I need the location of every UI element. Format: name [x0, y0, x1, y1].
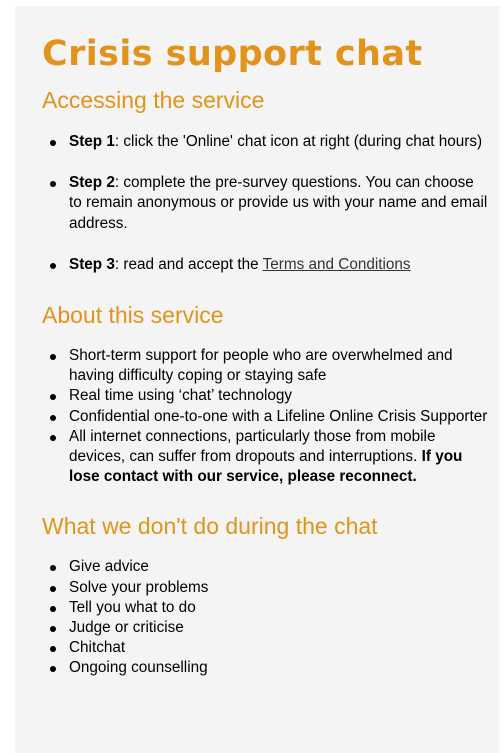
list-item: Ongoing counselling: [42, 658, 489, 678]
list-item: Give advice: [42, 557, 489, 577]
list-item: Real time using ‘chat’ technology: [42, 386, 489, 406]
content-panel: [15, 6, 499, 753]
list-item: Short-term support for people who are overwhelmed and having difficulty coping or staying safe: [42, 346, 489, 386]
about-list: [42, 346, 489, 487]
page-title: Crisis support chat: [42, 34, 423, 74]
list-item: [42, 255, 489, 275]
step-label: Step 2: [69, 174, 115, 192]
step-text: : complete the pre-survey questions. You can choose to remain anonymous or provide us with your name and email address.: [69, 174, 488, 232]
list-item: Tell you what to do: [42, 598, 489, 618]
list-item: Judge or criticise: [42, 618, 489, 638]
list-item: [42, 132, 489, 152]
section-heading-dont: What we don't do during the chat: [42, 513, 378, 540]
list-item: [42, 173, 489, 234]
steps-list: [42, 132, 489, 275]
step-label: Step 3: [69, 255, 115, 273]
terms-and-conditions-link[interactable]: Terms and Conditions: [262, 255, 411, 273]
list-item: Solve your problems: [42, 578, 489, 598]
section-heading-accessing: Accessing the service: [42, 87, 265, 113]
section-heading-about: About this service: [42, 302, 224, 329]
dont-list: [42, 557, 489, 678]
step-label: Step 1: [69, 133, 115, 150]
list-item: [42, 427, 489, 488]
connection-note: All internet connections, particularly those from mobile devices, can suffer from dropouts and interruptions.: [69, 427, 436, 466]
step-text: : read and accept the: [114, 255, 263, 273]
step-text: : click the 'Online' chat icon at right (during chat hours): [114, 133, 483, 150]
list-item: Chitchat: [42, 638, 489, 658]
list-item: Confidential one-to-one with a Lifeline Online Crisis Supporter: [42, 407, 489, 427]
reconnect-note: If you lose contact with our service, please reconnect.: [69, 448, 463, 486]
